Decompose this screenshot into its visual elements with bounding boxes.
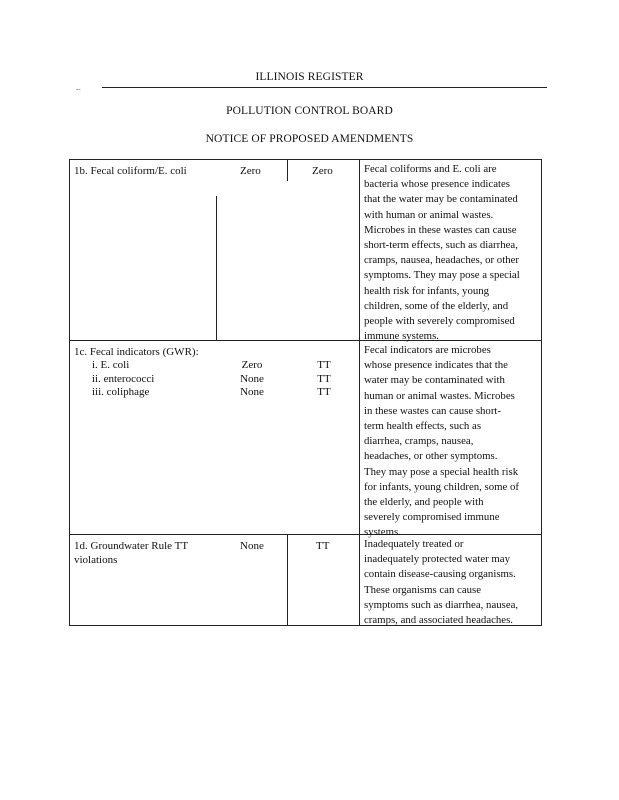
col-divider-mclg-row1 [216, 196, 217, 340]
agency-title: POLLUTION CONTROL BOARD [226, 105, 393, 117]
row2-mclg-values: Zero None None [240, 359, 264, 398]
row3-mcl: TT [316, 540, 330, 552]
corner-mark: -- [76, 85, 81, 93]
notice-title: NOTICE OF PROPOSED AMENDMENTS [205, 133, 414, 145]
col-divider-mcl-row3 [287, 534, 288, 626]
register-title: ILLINOIS REGISTER [255, 71, 364, 83]
row2-description: Fecal indicators are microbes whose presence indicates that the water may be contaminated with human or animal wastes. Microbes in these wastes can cause short- term health effects, such as diarrhea, cramps, nausea, headaches, or other symptoms. They may pose a special health risk for infants, young children, some of the elderly, and people with severely compromised immune systems. [364, 344, 520, 539]
row1-description: Fecal coliforms and E. coli are bacteria whose presence indicates that the water may be contaminated with human or animal wastes. Microbes in these wastes can cause short-term effects, such as diarrhea, cramps, nausea, headaches, or other symptoms. They may pose a special health risk for infants, young children, some of the elderly, and people with severely compromised immune systems. [364, 163, 520, 343]
col-divider-desc [359, 159, 360, 626]
row1-contaminant: 1b. Fecal coliform/E. coli [74, 165, 187, 177]
header-rule [102, 87, 547, 88]
row2-sub-items: i. E. coli ii. enterococci iii. coliphage [92, 359, 155, 398]
table-border-left [69, 159, 70, 626]
row3-contaminant: 1d. Groundwater Rule TT violations [74, 540, 189, 566]
row2-mcl-values: TT TT TT [317, 359, 331, 398]
row1-mclg: Zero [240, 165, 261, 177]
col-divider-mcl-row1 [287, 159, 288, 181]
row3-mclg: None [240, 540, 264, 552]
row1-mcl: Zero [312, 165, 333, 177]
row3-description: Inadequately treated or inadequately protected water may contain disease-causing organisms. These organisms can cause symptoms such as diarrhea, nausea, cramps, and associated headaches. [364, 538, 519, 627]
row2-contaminant: 1c. Fecal indicators (GWR): [74, 346, 199, 358]
table-border-top [69, 159, 542, 160]
